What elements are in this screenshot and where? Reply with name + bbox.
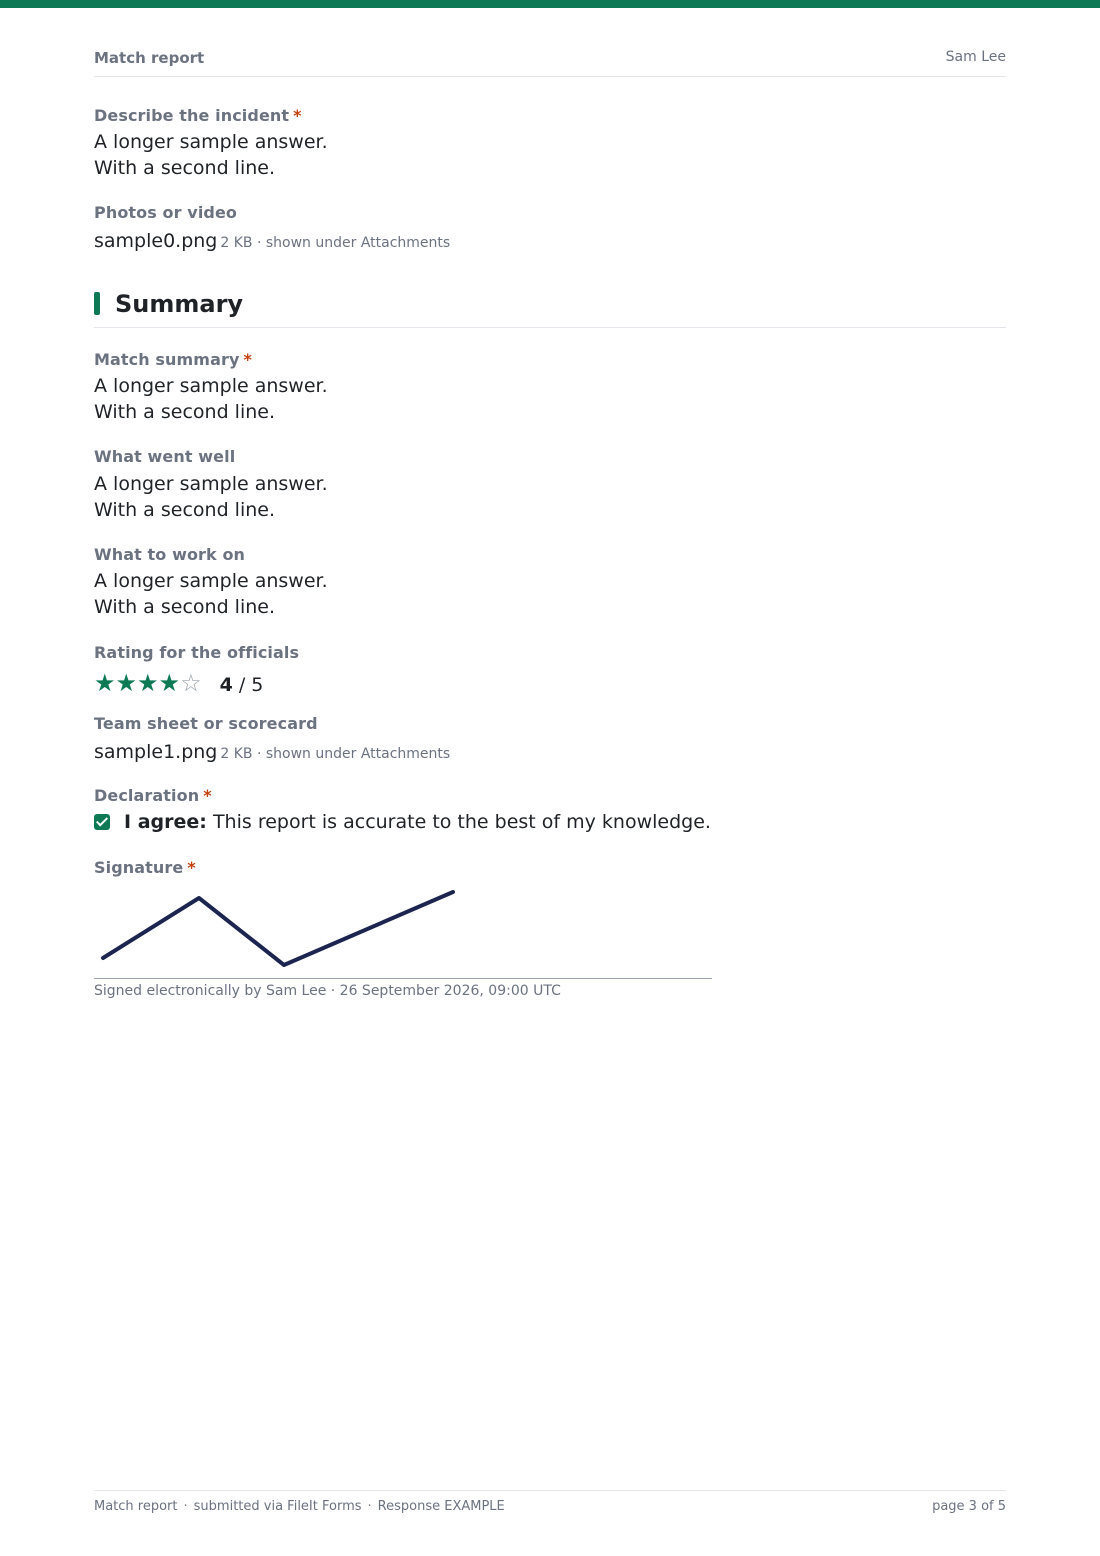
rating-display [94,669,263,701]
photos-label: Photos or video [94,203,238,222]
work-on-answer: A longer sample answer. With a second line. [94,570,328,618]
footer-page: page 3 of 5 [932,1499,1006,1514]
footer-separator: · [183,1499,188,1514]
signature-label-text: Signature [94,858,184,877]
match-summary-answer: A longer sample answer. With a second line. [94,375,328,423]
required-mark: * [243,350,252,369]
went-well-answer: A longer sample answer. With a second line. [94,473,328,521]
rating-stars [94,669,202,697]
photos-attachment [94,230,450,252]
match-summary-label-text: Match summary [94,350,240,369]
rating-label: Rating for the officials [94,643,300,662]
star-icon: ★ [158,669,181,697]
star-icon: ☆ [180,669,202,697]
required-mark: * [203,786,212,805]
star-icon: ★ [137,669,159,697]
rating-max: / 5 [238,674,264,696]
footer-response: Response EXAMPLE [377,1499,505,1514]
rating-text [220,674,264,696]
footer-separator: · [367,1499,372,1514]
work-on-label: What to work on [94,545,246,564]
signature-caption: Signed electronically by Sam Lee · 26 September 2026, 09:00 UTC [94,983,561,999]
photos-file-meta: 2 KB · shown under Attachments [220,235,451,251]
section-title: Summary [115,290,244,318]
team-sheet-label: Team sheet or scorecard [94,714,318,733]
section-accent-bar [94,292,100,315]
declaration-text: This report is accurate to the best of my knowledge. [212,811,711,833]
rating-value: 4 [219,674,233,696]
top-accent-bar [0,0,1100,8]
footer-form: Match report [94,1499,178,1514]
signature-line [94,978,712,979]
team-sheet-file-name[interactable]: sample1.png [94,741,218,763]
team-sheet-attachment [94,741,450,763]
required-mark: * [293,106,302,125]
required-mark: * [187,858,196,877]
page-footer [94,1490,1006,1514]
declaration-agree: I agree: [124,811,207,833]
signature-drawing [94,884,712,976]
star-icon: ★ [94,669,116,697]
summary-section-header [94,290,1006,328]
team-sheet-file-meta: 2 KB · shown under Attachments [220,746,451,762]
star-icon: ★ [115,669,138,697]
footer-via: submitted via FileIt Forms [193,1499,362,1514]
page-header [94,49,1006,77]
photos-file-name[interactable]: sample0.png [94,230,218,252]
went-well-label: What went well [94,447,236,466]
declaration-label [94,786,212,805]
incident-label [94,106,302,125]
incident-label-text: Describe the incident [94,106,290,125]
header-user: Sam Lee [945,49,1006,65]
declaration-row [94,811,711,833]
signature-label [94,858,196,877]
footer-info [94,1499,505,1514]
incident-answer: A longer sample answer. With a second line. [94,131,328,179]
header-title: Match report [94,49,205,67]
signature-stroke [103,892,453,965]
declaration-label-text: Declaration [94,786,200,805]
match-summary-label [94,350,252,369]
checkbox-icon[interactable] [94,814,110,830]
